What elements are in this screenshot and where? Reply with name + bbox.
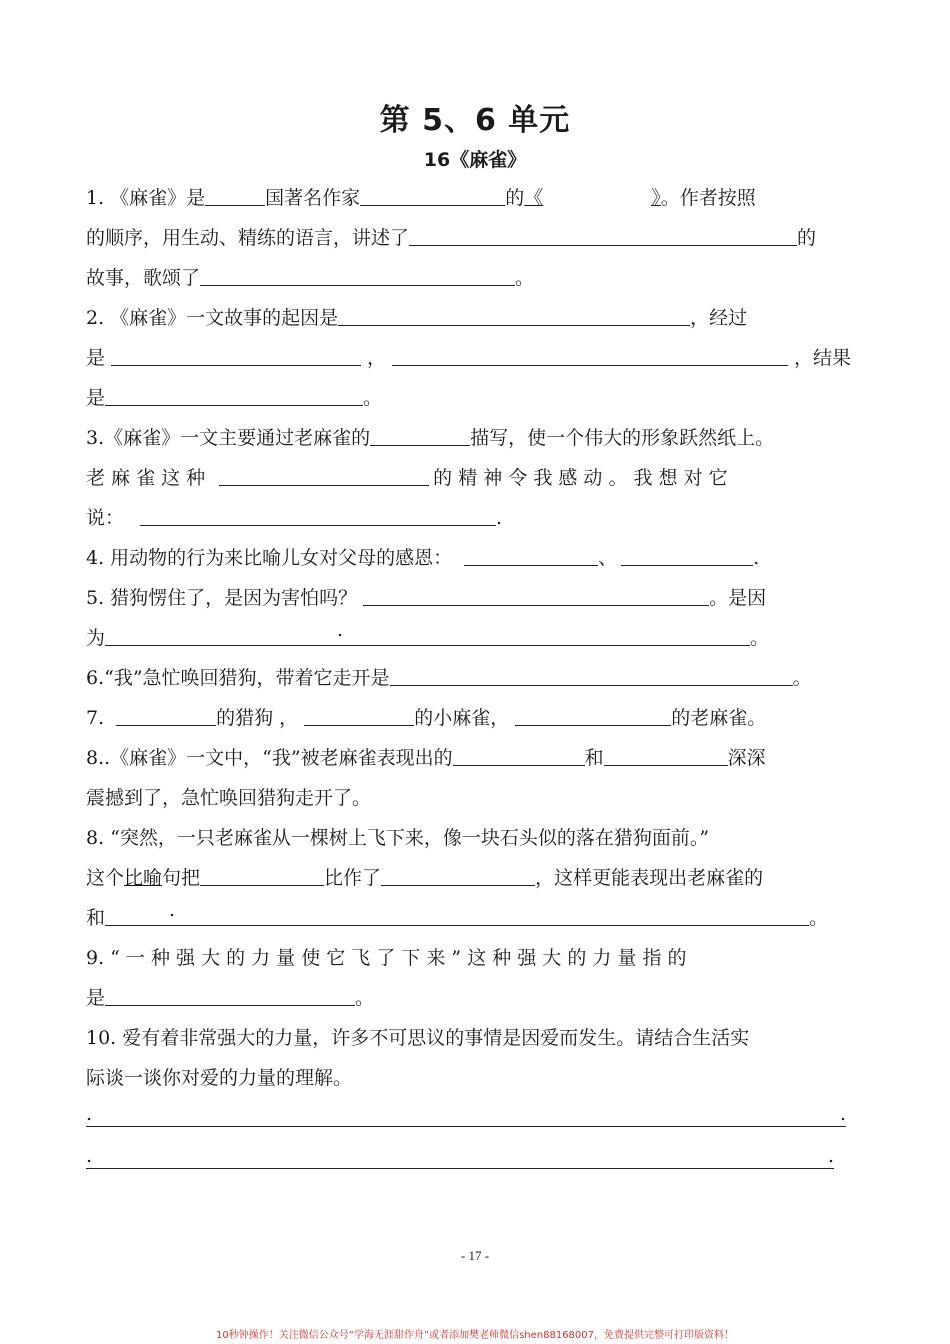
question-4-line-1: 4. 用动物的行为来比喻儿女对父母的感恩： 、 . bbox=[86, 543, 759, 573]
answer-blank[interactable] bbox=[304, 703, 414, 726]
answer-blank[interactable] bbox=[370, 423, 470, 446]
question-5-line-1: 5. 猎狗愣住了，是因为害怕吗？ 。是因 bbox=[86, 583, 766, 613]
question-9-line-2: 是 。 bbox=[86, 983, 374, 1013]
answer-blank[interactable] bbox=[140, 503, 496, 526]
answer-blank[interactable]: . bbox=[105, 903, 809, 926]
question-1-line-1: 1. 《麻雀》是 国著名作家 的《 》。作者按照 bbox=[86, 183, 756, 213]
question-3-line-2: 老 麻 雀 这 种 的 精 神 令 我 感 动 。 我 想 对 它 bbox=[86, 463, 728, 493]
question-8a-line-2: 震撼到了，急忙唤回猎狗走开了。 bbox=[86, 787, 372, 809]
answer-blank[interactable] bbox=[200, 863, 324, 886]
answer-blank[interactable] bbox=[390, 663, 793, 686]
question-1-line-2: 的顺序，用生动、精练的语言，讲述了 的 bbox=[86, 223, 816, 253]
answer-blank[interactable]: . bbox=[105, 623, 750, 646]
question-2-line-2: 是 ， ，结果 bbox=[86, 343, 851, 373]
answer-blank[interactable] bbox=[338, 303, 690, 326]
question-8b-line-3: 和 . 。 bbox=[86, 899, 829, 929]
question-7-line-1: 7. 的猎狗 ， 的小麻雀， 的老麻雀。 bbox=[86, 703, 766, 733]
answer-blank[interactable] bbox=[409, 223, 797, 246]
answer-line-1[interactable]: . . bbox=[86, 1103, 846, 1125]
answer-blank[interactable] bbox=[363, 583, 709, 606]
lesson-title: 16《麻雀》 bbox=[423, 149, 527, 171]
answer-blank[interactable] bbox=[453, 743, 585, 766]
answer-blank[interactable]: 《 》 bbox=[524, 187, 661, 209]
question-10-line-1: 10. 爱有着非常强大的力量，许多不可思议的事情是因爱而发生。请结合生活实 bbox=[86, 1027, 750, 1049]
answer-blank[interactable] bbox=[200, 263, 515, 286]
answer-blank[interactable] bbox=[116, 703, 216, 726]
answer-blank[interactable] bbox=[111, 343, 361, 366]
underlined-word: 比喻 bbox=[124, 867, 163, 889]
page-number: - 17 - bbox=[460, 1248, 490, 1263]
question-2-line-3: 是 。 bbox=[86, 383, 382, 413]
page-title: 第 5、6 单元 bbox=[379, 103, 571, 138]
question-2-line-1: 2. 《麻雀》一文故事的起因是 ，经过 bbox=[86, 303, 747, 333]
answer-blank[interactable] bbox=[105, 383, 363, 406]
answer-blank[interactable] bbox=[219, 463, 429, 486]
footer-note: 10秒钟操作！关注微信公众号“学海无涯甜作舟”或者添加樊老师微信shen88168007，免费提供完整可打印版资料！ bbox=[215, 1330, 735, 1341]
question-10-line-2: 际谈一谈你对爱的力量的理解。 bbox=[86, 1067, 353, 1089]
answer-blank[interactable] bbox=[515, 703, 671, 726]
answer-line-2[interactable]: . . bbox=[86, 1145, 834, 1167]
question-1-line-3: 故事，歌颂了 。 bbox=[86, 263, 534, 293]
answer-blank[interactable] bbox=[604, 743, 728, 766]
question-3-line-3: 说： . bbox=[86, 503, 502, 533]
question-8b-line-1: 8. “突然，一只老麻雀从一棵树上飞下来，像一块石头似的落在猎狗面前。” bbox=[86, 827, 710, 849]
answer-blank[interactable] bbox=[464, 543, 598, 566]
answer-blank[interactable] bbox=[360, 183, 505, 206]
question-3-line-1: 3.《麻雀》一文主要通过老麻雀的 描写，使一个伟大的形象跃然纸上。 bbox=[86, 423, 774, 453]
question-6-line-1: 6.“我”急忙唤回猎狗，带着它走开是 。 bbox=[86, 663, 812, 693]
answer-blank[interactable] bbox=[105, 983, 355, 1006]
question-5-line-2: 为 . 。 bbox=[86, 619, 770, 649]
question-8a-line-1: 8..《麻雀》一文中，“我”被老麻雀表现出的 和 深深 bbox=[86, 743, 766, 773]
question-8b-line-2: 这个比喻句把 比作了 ，这样更能表现出老麻雀的 bbox=[86, 863, 763, 893]
answer-blank[interactable] bbox=[381, 863, 535, 886]
answer-blank[interactable] bbox=[621, 543, 753, 566]
answer-blank[interactable] bbox=[392, 343, 788, 366]
answer-blank[interactable] bbox=[205, 183, 265, 206]
question-9-line-1: 9. “ 一 种 强 大 的 力 量 使 它 飞 了 下 来 ” 这 种 强 大 的 力 量 指 的 bbox=[86, 947, 687, 969]
